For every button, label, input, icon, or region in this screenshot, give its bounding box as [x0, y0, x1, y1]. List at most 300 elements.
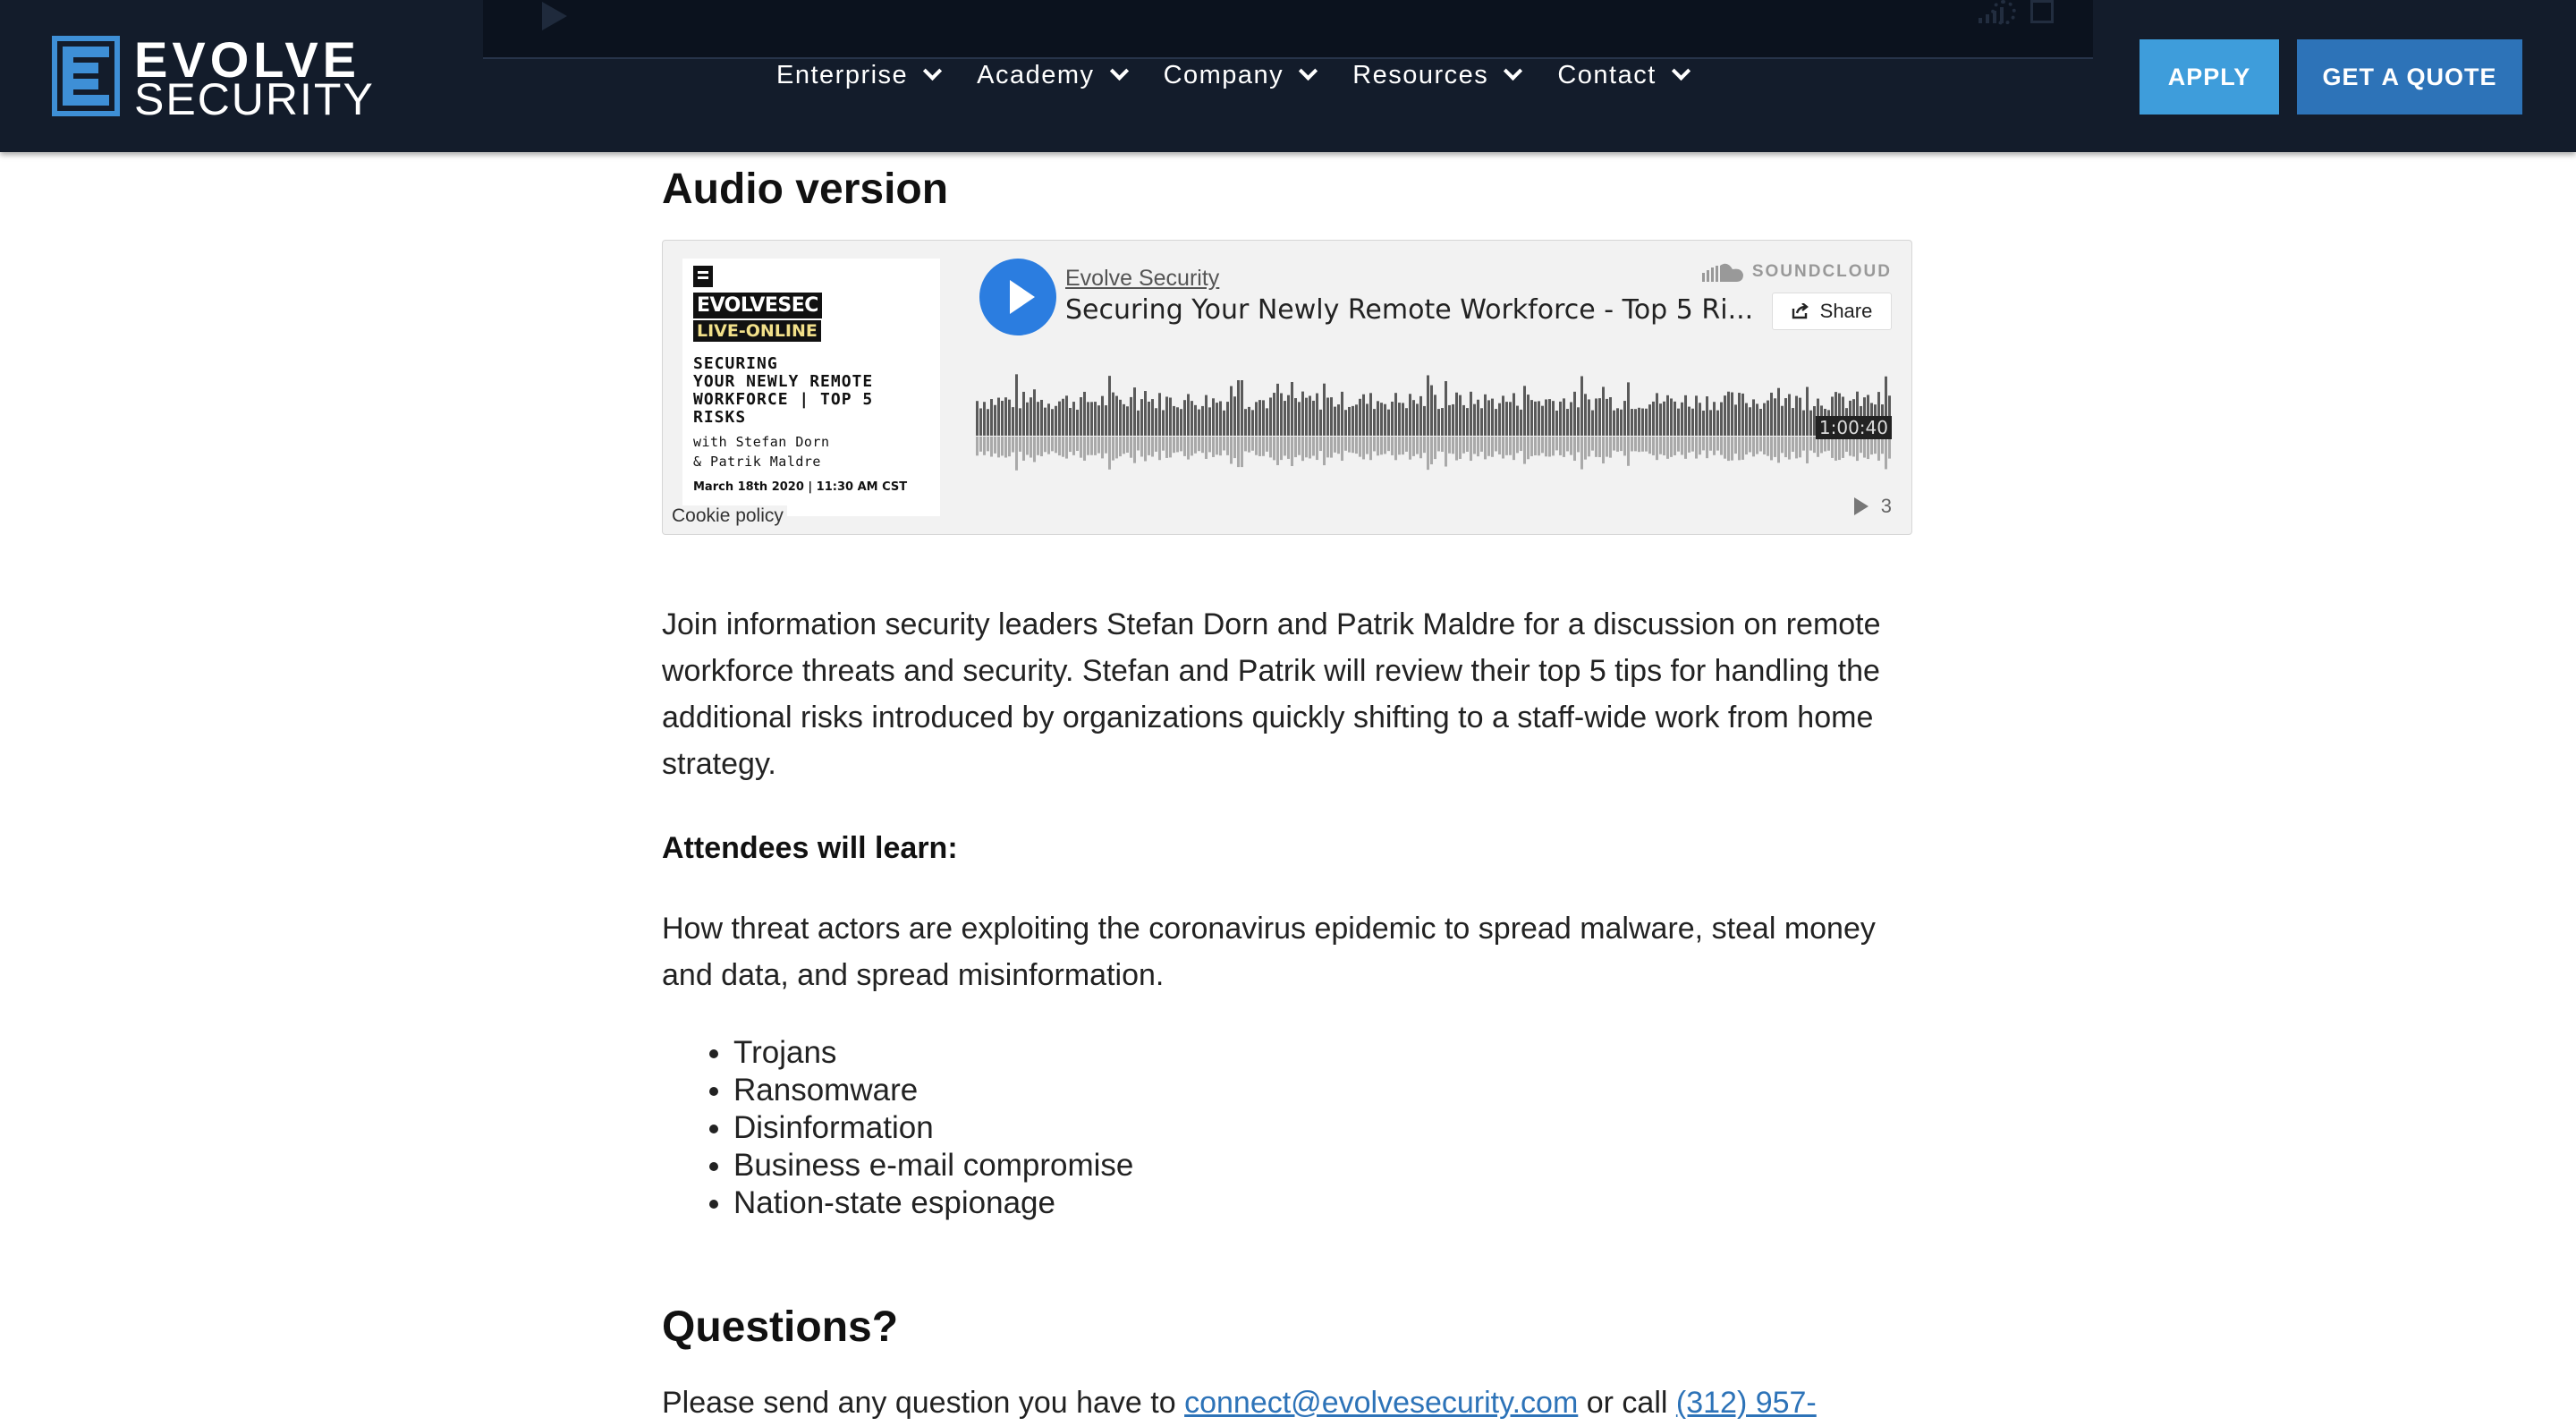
list-item: • Ransomware: [733, 1072, 1133, 1109]
waveform-reflection-bar: [1538, 437, 1540, 455]
waveform-bar: [1047, 403, 1050, 436]
waveform-reflection-bar: [1724, 437, 1726, 459]
waveform-reflection-bar: [1294, 437, 1297, 457]
waveform-reflection-bar: [1008, 437, 1011, 456]
waveform-bar: [1040, 400, 1043, 436]
waveform-bar: [1334, 407, 1336, 436]
waveform-bar: [1670, 398, 1673, 436]
waveform-reflection-bar: [1462, 437, 1465, 454]
waveform-reflection-bar: [1627, 437, 1630, 466]
waveform-bar: [1176, 407, 1179, 436]
waveform-bar: [1741, 394, 1744, 436]
waveform-reflection-bar: [1219, 437, 1222, 455]
waveform-reflection-bar: [1677, 437, 1680, 452]
phone-link[interactable]: (312) 957-: [1675, 1386, 1817, 1420]
waveform-bar: [1258, 400, 1261, 436]
waveform-reflection-bar: [1863, 437, 1866, 458]
waveform-bar: [1130, 397, 1132, 436]
waveform-reflection-bar: [1427, 437, 1429, 470]
waveform-bar: [1412, 400, 1415, 436]
waveform-bar: [1495, 409, 1497, 436]
waveform-bar: [1559, 402, 1562, 436]
waveform-bar: [1062, 399, 1064, 436]
waveform-bar: [979, 408, 982, 436]
waveform-bar: [1216, 403, 1218, 436]
waveform-bar: [1573, 392, 1576, 436]
waveform-reflection-bar: [1716, 437, 1719, 451]
waveform-reflection-bar: [1534, 437, 1537, 455]
nav-label: Academy: [977, 61, 1095, 89]
waveform-reflection-bar: [1065, 437, 1068, 459]
waveform-reflection-bar: [1412, 437, 1415, 456]
waveform-reflection-bar: [1001, 437, 1004, 455]
waveform-bar: [1001, 401, 1004, 436]
waveform-bar: [1648, 404, 1651, 436]
waveform-bar: [1756, 403, 1758, 436]
waveform-reflection-bar: [1648, 437, 1651, 454]
waveform-reflection-bar: [1266, 437, 1268, 452]
waveform-bar: [1616, 408, 1619, 436]
waveform-bar: [1105, 405, 1107, 436]
waveform-bar: [1552, 401, 1555, 436]
waveform-reflection-bar: [1641, 437, 1644, 452]
waveform-bar: [1219, 401, 1222, 436]
logo-text-line2: SECURITY: [134, 74, 375, 124]
threat-list: [662, 1034, 1133, 1222]
waveform-reflection-bar: [1230, 437, 1233, 463]
waveform-reflection-bar: [1334, 437, 1336, 453]
waveform-reflection-bar: [1344, 437, 1347, 451]
waveform-bar: [1237, 380, 1240, 436]
list-item: • Nation-state espionage: [733, 1184, 1133, 1222]
waveform-reflection-bar: [997, 437, 1000, 457]
waveform-bar: [1555, 411, 1558, 436]
waveform-bar: [1205, 395, 1208, 436]
waveform-reflection-bar: [1391, 437, 1394, 455]
waveform-bar: [1194, 405, 1197, 436]
waveform-reflection-bar: [1291, 437, 1293, 466]
apply-button[interactable]: APPLY: [2140, 39, 2279, 115]
waveform-bar: [1022, 392, 1025, 436]
waveform-reflection-bar: [1527, 437, 1530, 459]
waveform-reflection-bar: [1244, 437, 1247, 451]
waveform-reflection-bar: [1691, 437, 1694, 452]
waveform-reflection-bar: [1516, 437, 1519, 453]
waveform-reflection-bar: [1119, 437, 1122, 456]
waveform-bar: [1208, 407, 1211, 436]
waveform-bar: [1641, 409, 1644, 436]
waveform-reflection-bar: [1870, 437, 1873, 454]
video-player-strip[interactable]: [483, 0, 2093, 59]
waveform-bar: [1273, 393, 1275, 436]
waveform-bar: [1377, 401, 1379, 436]
waveform-bar: [1774, 398, 1776, 436]
waveform-bar: [1255, 402, 1258, 436]
waveform-bar: [1337, 404, 1340, 436]
waveform-bar: [1541, 406, 1544, 436]
waveform-bar: [1731, 393, 1733, 436]
waveform-reflection-bar: [1623, 437, 1626, 455]
waveform-reflection-bar: [1513, 437, 1515, 460]
waveform-bar: [1341, 392, 1343, 436]
waveform-reflection-bar: [1491, 437, 1494, 457]
waveform-bar: [976, 401, 979, 436]
waveform-bar: [1534, 402, 1537, 436]
waveform-reflection-bar: [1022, 437, 1025, 461]
site-header: [0, 0, 2576, 152]
waveform-bar: [1387, 410, 1390, 436]
waveform-reflection-bar: [1792, 437, 1794, 452]
waveform-reflection-bar: [1359, 437, 1361, 457]
waveform-reflection-bar: [1867, 437, 1869, 459]
waveform-bar: [1004, 397, 1007, 436]
waveform-reflection-bar: [1284, 437, 1286, 455]
waveform-bar: [1033, 389, 1036, 436]
waveform-reflection-bar: [1030, 437, 1032, 458]
waveform-bar: [1402, 403, 1404, 436]
waveform-bar: [1749, 407, 1751, 436]
waveform-bar: [1198, 410, 1200, 436]
waveform-bar: [1645, 409, 1648, 436]
waveform-reflection-bar: [1852, 437, 1855, 456]
waveform-reflection-bar: [1613, 437, 1615, 451]
track-title[interactable]: Securing Your Newly Remote Workforce - Top 5 Ri...: [1065, 294, 1754, 326]
waveform-bar: [1090, 402, 1093, 436]
waveform-reflection-bar: [979, 437, 982, 452]
nav-item-contact[interactable]: [1557, 61, 1687, 90]
waveform-reflection-bar: [1645, 437, 1648, 452]
soundcloud-player: [662, 240, 1912, 535]
waveform-bar: [1795, 396, 1798, 436]
waveform-bar: [1763, 403, 1766, 436]
waveform-reflection-bar: [1573, 437, 1576, 461]
waveform-bar: [1584, 394, 1587, 436]
waveform-reflection-bar: [1226, 437, 1229, 455]
waveform-reflection-bar: [994, 437, 996, 454]
waveform-reflection-bar: [1437, 437, 1440, 451]
waveform-reflection-bar: [1212, 437, 1215, 457]
waveform-reflection-bar: [1666, 437, 1669, 459]
waveform-bar: [1008, 400, 1011, 436]
waveform-bar: [1609, 397, 1612, 436]
waveform-reflection-bar: [1309, 437, 1311, 458]
waveform-bar: [1699, 403, 1701, 436]
waveform-reflection-bar: [1530, 437, 1533, 456]
waveform-reflection-bar: [1366, 437, 1368, 454]
waveform-reflection-bar: [1402, 437, 1404, 454]
waveform-bar: [1777, 388, 1780, 436]
waveform-reflection-bar: [1409, 437, 1411, 460]
waveform-reflection-bar: [1602, 437, 1605, 463]
waveform-reflection-bar: [1731, 437, 1733, 461]
waveform-reflection-bar: [1112, 437, 1114, 461]
waveform-reflection-bar: [1269, 437, 1272, 457]
waveform-reflection-bar: [1033, 437, 1036, 462]
waveform-bar: [1108, 376, 1111, 436]
main-nav: [776, 61, 1725, 90]
waveform-bar: [1452, 404, 1454, 436]
waveform-reflection-bar: [1076, 437, 1079, 451]
waveform-reflection-bar: [1262, 437, 1265, 456]
waveform-bar: [1545, 399, 1547, 436]
waveform-bar: [1674, 402, 1676, 436]
waveform-reflection-bar: [1473, 437, 1476, 454]
waveform-bar: [1666, 395, 1669, 436]
waveform-reflection-bar: [1101, 437, 1104, 458]
fullscreen-icon[interactable]: [2030, 0, 2054, 23]
waveform-reflection-bar: [1180, 437, 1182, 451]
waveform-reflection-bar: [1373, 437, 1376, 451]
waveform-reflection-bar: [1194, 437, 1197, 454]
waveform-bar: [1627, 382, 1630, 436]
waveform[interactable]: [976, 371, 1894, 482]
waveform-bar: [1126, 406, 1129, 436]
waveform-reflection-bar: [1276, 437, 1279, 465]
waveform-bar: [1030, 397, 1032, 436]
waveform-bar: [1173, 406, 1175, 436]
waveform-bar: [1656, 393, 1658, 436]
waveform-reflection-bar: [1198, 437, 1200, 451]
waveform-reflection-bar: [1051, 437, 1054, 451]
waveform-reflection-bar: [1620, 437, 1623, 451]
waveform-reflection-bar: [1495, 437, 1497, 451]
artwork-brand: EVOLVESEC: [693, 293, 822, 318]
waveform-reflection-bar: [1087, 437, 1089, 455]
waveform-bar: [1566, 409, 1569, 436]
play-button[interactable]: [979, 259, 1056, 335]
settings-gear-icon[interactable]: [1991, 0, 2016, 25]
questions-prefix: Please send any question you have to: [662, 1386, 1176, 1420]
waveform-bar: [1502, 395, 1504, 436]
waveform-reflection-bar: [1523, 437, 1526, 464]
waveform-bar: [1309, 395, 1311, 436]
waveform-reflection-bar: [1877, 437, 1880, 461]
waveform-bar: [1015, 374, 1018, 436]
waveform-reflection-bar: [1434, 437, 1436, 459]
waveform-bar: [1287, 395, 1290, 436]
waveform-reflection-bar: [1734, 437, 1737, 454]
waveform-reflection-bar: [1137, 437, 1140, 450]
logo-mark-icon: [52, 36, 120, 116]
list-item: • Disinformation: [733, 1109, 1133, 1147]
nav-label: Enterprise: [776, 61, 909, 89]
waveform-bar: [1151, 399, 1154, 436]
waveform-bar: [1065, 395, 1068, 436]
get-a-quote-button[interactable]: GET A QUOTE: [2297, 39, 2522, 115]
waveform-reflection-bar: [1831, 437, 1834, 458]
waveform-reflection-bar: [1019, 437, 1021, 452]
waveform-reflection-bar: [1216, 437, 1218, 454]
waveform-bar: [1076, 410, 1079, 436]
soundcloud-logo[interactable]: [1702, 262, 1892, 282]
waveform-bar: [1226, 402, 1229, 436]
waveform-reflection-bar: [1595, 437, 1597, 457]
waveform-reflection-bar: [1470, 437, 1472, 461]
waveform-bar: [1513, 393, 1515, 436]
waveform-bar: [1026, 403, 1029, 436]
waveform-bar: [987, 409, 989, 436]
nav-item-academy[interactable]: [977, 61, 1125, 90]
waveform-reflection-bar: [1384, 437, 1386, 454]
cookie-policy-link[interactable]: Cookie policy: [668, 505, 787, 527]
waveform-reflection-bar: [1487, 437, 1490, 456]
soundcloud-icon: [1702, 262, 1745, 282]
waveform-reflection-bar: [1559, 437, 1562, 455]
waveform-bar: [1688, 407, 1690, 436]
waveform-bar: [1348, 407, 1351, 436]
waveform-reflection-bar: [1012, 437, 1014, 453]
waveform-reflection-bar: [1759, 437, 1762, 452]
waveform-bar: [1716, 411, 1719, 436]
waveform-reflection-bar: [1158, 437, 1161, 460]
waveform-reflection-bar: [1337, 437, 1340, 454]
waveform-reflection-bar: [1301, 437, 1304, 461]
waveform-bar: [1298, 402, 1301, 436]
waveform-reflection-bar: [1509, 437, 1512, 455]
waveform-reflection-bar: [1080, 437, 1082, 458]
waveform-reflection-bar: [1555, 437, 1558, 450]
waveform-reflection-bar: [1770, 437, 1773, 460]
video-play-icon[interactable]: [542, 2, 567, 30]
waveform-reflection-bar: [1448, 437, 1451, 454]
waveform-bar: [1423, 406, 1426, 436]
waveform-bar: [1180, 409, 1182, 436]
waveform-bar: [1631, 409, 1633, 436]
waveform-reflection-bar: [1445, 437, 1447, 467]
share-label: Share: [1819, 300, 1873, 322]
waveform-reflection-bar: [1477, 437, 1479, 456]
waveform-bar: [1781, 406, 1784, 436]
waveform-reflection-bar: [1040, 437, 1043, 456]
waveform-reflection-bar: [1763, 437, 1766, 454]
waveform-bar: [1083, 392, 1086, 436]
waveform-reflection-bar: [1298, 437, 1301, 455]
waveform-bar: [1352, 406, 1354, 436]
waveform-bar: [1169, 397, 1172, 436]
waveform-bar: [1223, 411, 1225, 436]
waveform-bar: [1577, 407, 1580, 436]
waveform-bar: [1498, 403, 1501, 436]
waveform-bar: [1677, 409, 1680, 436]
waveform-reflection-bar: [1255, 437, 1258, 455]
audio-version-heading: Audio version: [662, 166, 949, 213]
waveform-reflection-bar: [1466, 437, 1469, 452]
waveform-reflection-bar: [1484, 437, 1487, 459]
waveform-bar: [1427, 375, 1429, 436]
track-artwork[interactable]: [682, 259, 940, 516]
logo-text-line1: EVOLVE: [134, 31, 361, 88]
waveform-bar: [1784, 398, 1787, 436]
waveform-reflection-bar: [1606, 437, 1608, 457]
waveform-bar: [1384, 404, 1386, 436]
waveform-bar: [1792, 408, 1794, 436]
waveform-bar: [1570, 402, 1572, 436]
waveform-reflection-bar: [1541, 437, 1544, 453]
waveform-reflection-bar: [1441, 437, 1444, 452]
waveform-reflection-bar: [1842, 437, 1844, 458]
waveform-bar: [1087, 402, 1089, 436]
waveform-reflection-bar: [1684, 437, 1687, 459]
waveform-bar: [1538, 401, 1540, 436]
nav-item-enterprise[interactable]: [776, 61, 939, 90]
waveform-bar: [1634, 409, 1637, 436]
waveform-bar: [1409, 394, 1411, 436]
waveform-reflection-bar: [1319, 437, 1322, 451]
waveform-reflection-bar: [1774, 437, 1776, 457]
waveform-bar: [1301, 392, 1304, 436]
waveform-bar: [1623, 401, 1626, 436]
waveform-reflection-bar: [1738, 437, 1741, 460]
waveform-reflection-bar: [1148, 437, 1150, 455]
waveform-reflection-bar: [1287, 437, 1290, 459]
waveform-reflection-bar: [1699, 437, 1701, 454]
waveform-reflection-bar: [1656, 437, 1658, 460]
document-icon: [693, 266, 713, 287]
track-user-link[interactable]: Evolve Security: [1065, 266, 1220, 291]
waveform-bar: [1606, 399, 1608, 436]
site-logo[interactable]: [52, 31, 375, 124]
waveform-reflection-bar: [1856, 437, 1859, 461]
waveform-bar: [1037, 402, 1039, 436]
email-link[interactable]: connect@evolvesecurity.com: [1184, 1386, 1579, 1420]
waveform-reflection-bar: [1713, 437, 1716, 455]
waveform-bar: [1155, 408, 1157, 436]
waveform-bar: [1359, 399, 1361, 436]
waveform-bar: [1080, 397, 1082, 436]
soundcloud-label: SOUNDCLOUD: [1751, 262, 1892, 281]
waveform-bar: [1505, 402, 1508, 436]
waveform-reflection-bar: [1037, 437, 1039, 455]
waveform-bar: [1212, 398, 1215, 436]
waveform-bar: [1044, 408, 1046, 436]
list-item: • Trojans: [733, 1034, 1133, 1072]
waveform-reflection-bar: [1233, 437, 1236, 458]
waveform-reflection-bar: [1083, 437, 1086, 461]
waveform-bar: [1097, 405, 1100, 436]
waveform-reflection-bar: [1155, 437, 1157, 452]
waveform-bar: [1759, 409, 1762, 436]
learn-heading: Attendees will learn:: [662, 831, 958, 865]
share-button[interactable]: [1772, 293, 1892, 330]
waveform-bar: [1695, 395, 1698, 436]
waveform-bar: [1720, 403, 1723, 436]
waveform-bar: [1602, 386, 1605, 436]
waveform-bar: [1140, 399, 1143, 436]
waveform-reflection-bar: [1362, 437, 1365, 459]
waveform-bar: [1380, 403, 1383, 436]
waveform-bar: [1369, 393, 1372, 436]
waveform-bar: [1416, 403, 1419, 436]
waveform-bar: [1266, 408, 1268, 436]
waveform-bar: [1434, 395, 1436, 436]
nav-item-resources[interactable]: [1352, 61, 1520, 90]
waveform-reflection-bar: [1316, 437, 1318, 460]
waveform-reflection-bar: [1752, 437, 1755, 456]
waveform-bar: [1284, 401, 1286, 436]
waveform-bar: [1305, 398, 1308, 436]
waveform-bar: [1455, 393, 1458, 436]
waveform-bar: [1291, 382, 1293, 436]
waveform-bar: [1162, 410, 1165, 436]
waveform-bar: [1684, 395, 1687, 436]
waveform-reflection-bar: [1055, 437, 1057, 453]
waveform-bar: [1520, 410, 1522, 436]
waveform-reflection-bar: [1330, 437, 1333, 458]
waveform-reflection-bar: [1123, 437, 1125, 454]
waveform-reflection-bar: [1795, 437, 1798, 458]
nav-item-company[interactable]: [1164, 61, 1316, 90]
waveform-reflection-bar: [1419, 437, 1422, 458]
